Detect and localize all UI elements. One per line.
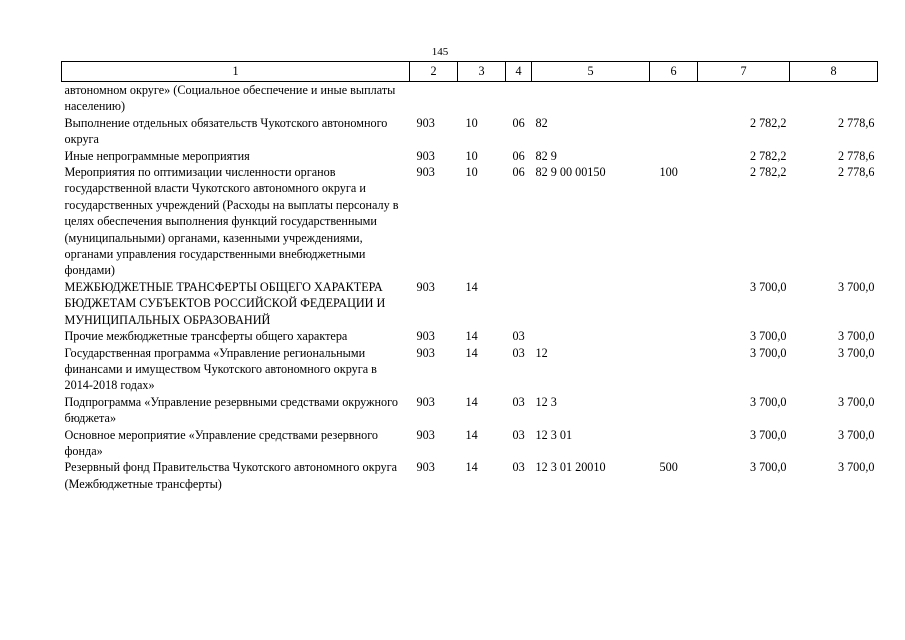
row-value-col8: 3 700,0 (837, 460, 875, 475)
row-value-col7: 2 782,2 (749, 148, 787, 163)
row-name: Основное мероприятие «Управление средствами резервного фонда» (64, 427, 379, 458)
row-subsection-code: 03 (512, 394, 525, 409)
row-section-code: 14 (465, 460, 478, 475)
row-value-col7: 2 782,2 (749, 165, 787, 180)
row-expense-code (650, 394, 698, 427)
row-target-code: 12 3 01 20010 (535, 460, 606, 475)
row-name: Мероприятия по оптимизации численности органов государственной власти Чукотского автономного округа и государственных учреждений (Расходы на выплаты персоналу в целях обеспечения выполнения функций государственными (муниципальными) органами, казенными учреждениями, органами управления государственными внебюджетными фондами) (64, 165, 399, 278)
row-value-col8: 3 700,0 (837, 329, 875, 344)
row-section-code: 10 (465, 115, 478, 130)
header-col-4: 4 (506, 62, 532, 82)
row-ministry-code: 903 (416, 460, 435, 475)
row-value-col7: 2 782,2 (749, 115, 787, 130)
page-number: 145 (431, 46, 449, 58)
header-col-2: 2 (410, 62, 458, 82)
row-value-col8: 2 778,6 (837, 148, 875, 163)
row-value-col8: 2 778,6 (837, 115, 875, 130)
row-subsection-code: 03 (512, 427, 525, 442)
row-expense-code (650, 115, 698, 148)
row-section-code (458, 82, 506, 115)
row-name: Прочие межбюджетные трансферты общего характера (64, 329, 348, 344)
row-subsection-code: 06 (512, 148, 525, 163)
table-row (62, 115, 878, 148)
row-value-col8 (790, 82, 878, 115)
budget-table (61, 61, 878, 492)
table-row (62, 164, 878, 279)
row-section-code: 14 (465, 345, 478, 360)
row-ministry-code: 903 (416, 165, 435, 180)
row-value-col8: 3 700,0 (837, 345, 875, 360)
table-row (62, 394, 878, 427)
row-name: автономном округе» (Социальное обеспечение и иные выплаты населению) (64, 83, 396, 114)
header-col-8: 8 (790, 62, 878, 82)
row-target-code: 82 9 00 00150 (535, 165, 606, 180)
row-name: Иные непрограммные мероприятия (64, 148, 250, 163)
row-name: Государственная программа «Управление региональными финансами и имуществом Чукотского автономного округа в 2014-2018 годах» (64, 345, 377, 393)
row-value-col7: 3 700,0 (749, 329, 787, 344)
header-col-7: 7 (698, 62, 790, 82)
row-expense-code (650, 148, 698, 164)
row-expense-code: 100 (659, 165, 678, 180)
table-row (62, 328, 878, 344)
table-row (62, 345, 878, 394)
row-subsection-code: 06 (512, 165, 525, 180)
row-ministry-code: 903 (416, 329, 435, 344)
row-section-code: 14 (465, 427, 478, 442)
header-col-6: 6 (650, 62, 698, 82)
row-value-col7: 3 700,0 (749, 345, 787, 360)
row-ministry-code: 903 (416, 345, 435, 360)
row-value-col8: 3 700,0 (837, 279, 875, 294)
row-name: Подпрограмма «Управление резервными средствами окружного бюджета» (64, 394, 398, 426)
row-ministry-code: 903 (416, 394, 435, 409)
row-name: МЕЖБЮДЖЕТНЫЕ ТРАНСФЕРТЫ ОБЩЕГО ХАРАКТЕРА БЮДЖЕТАМ СУБЪЕКТОВ РОССИЙСКОЙ ФЕДЕРАЦИИ И МУНИЦИПАЛЬНЫХ ОБРАЗОВАНИЙ (64, 279, 386, 327)
row-expense-code: 500 (659, 460, 678, 475)
row-value-col7 (698, 82, 790, 115)
row-target-code (532, 328, 650, 344)
row-ministry-code: 903 (416, 427, 435, 442)
row-subsection-code: 03 (512, 329, 525, 344)
row-target-code: 12 (535, 345, 548, 360)
row-name: Резервный фонд Правительства Чукотского автономного округа (Межбюджетные трансферты) (64, 460, 398, 491)
table-row (62, 148, 878, 164)
row-expense-code (650, 345, 698, 394)
row-target-code: 82 9 (535, 148, 557, 163)
header-col-5: 5 (532, 62, 650, 82)
row-section-code: 10 (465, 148, 478, 163)
row-expense-code (650, 328, 698, 344)
row-target-code: 12 3 (535, 394, 557, 409)
row-subsection-code (506, 82, 532, 115)
header-col-1: 1 (62, 62, 410, 82)
row-target-code (532, 82, 650, 115)
table-row (62, 427, 878, 460)
row-section-code: 10 (465, 165, 478, 180)
row-expense-code (650, 427, 698, 460)
header-col-3: 3 (458, 62, 506, 82)
row-subsection-code: 06 (512, 115, 525, 130)
row-section-code: 14 (465, 329, 478, 344)
table-header-row (62, 62, 878, 82)
row-section-code: 14 (465, 279, 478, 294)
row-subsection-code: 03 (512, 345, 525, 360)
row-value-col8: 3 700,0 (837, 394, 875, 409)
row-target-code: 82 (535, 115, 548, 130)
row-target-code (532, 279, 650, 328)
row-subsection-code: 03 (512, 460, 525, 475)
row-value-col8: 2 778,6 (837, 165, 875, 180)
row-ministry-code: 903 (416, 279, 435, 294)
row-subsection-code (506, 279, 532, 328)
row-value-col8: 3 700,0 (837, 427, 875, 442)
row-value-col7: 3 700,0 (749, 279, 787, 294)
row-expense-code (650, 279, 698, 328)
row-expense-code (650, 82, 698, 115)
row-name: Выполнение отдельных обязательств Чукотского автономного округа (64, 115, 388, 147)
table-row (62, 459, 878, 492)
row-section-code: 14 (465, 394, 478, 409)
table-row (62, 279, 878, 328)
row-value-col7: 3 700,0 (749, 427, 787, 442)
row-ministry-code (410, 82, 458, 115)
row-ministry-code: 903 (416, 115, 435, 130)
row-value-col7: 3 700,0 (749, 460, 787, 475)
row-ministry-code: 903 (416, 148, 435, 163)
table-row (62, 82, 878, 115)
row-target-code: 12 3 01 (535, 427, 573, 442)
row-value-col7: 3 700,0 (749, 394, 787, 409)
